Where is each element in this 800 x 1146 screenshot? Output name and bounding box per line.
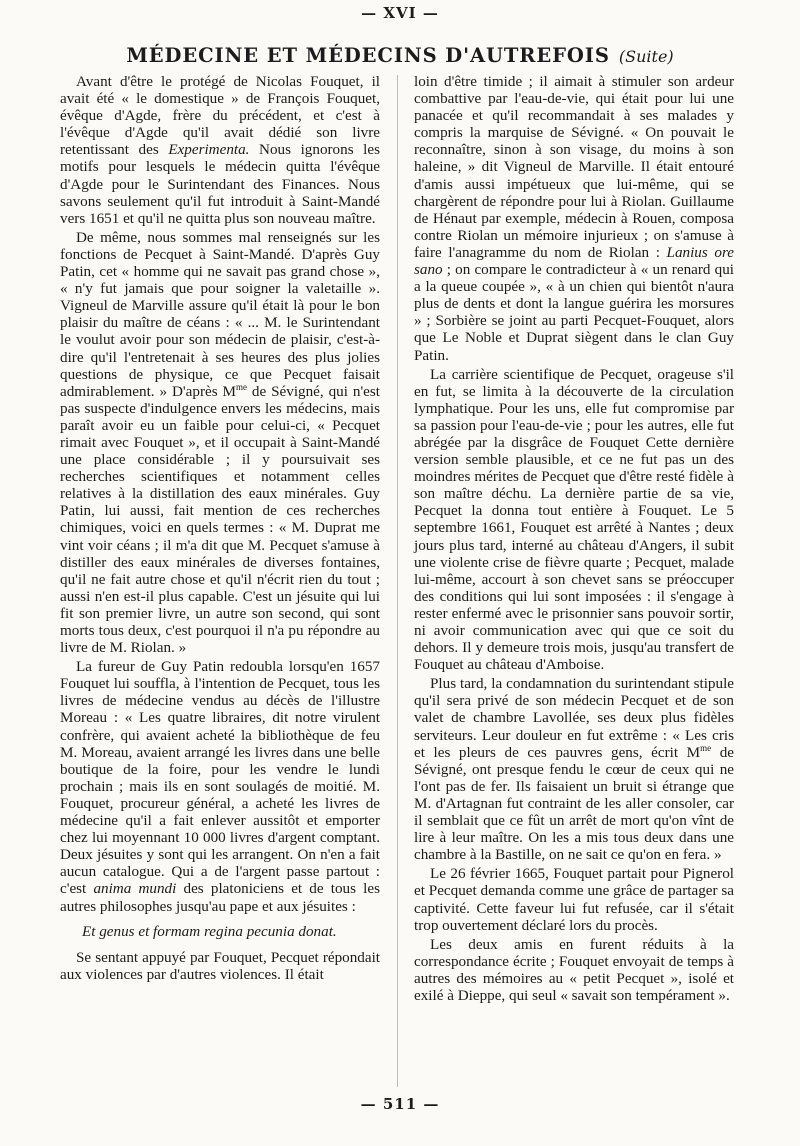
left-paragraph-1: Avant d'être le protégé de Nicolas Fouquet, il avait été « le domestique » de François Fouquet, évêque d'Agde, frère du précédent, et c'est à l'évêque d'Agde qu'il avait dédié son livre retentissant des Experimenta. Nous ignorons les motifs pour lesquels le médecin quitta l'évêque d'Agde pour le Surintendant des Finances. Nous savons seulement qu'il fut introduit à Saint-Mandé vers 1651 et qu'il ne quitta plus son nouveau maître. [60, 73, 380, 227]
roman-page-number: — XVI — [361, 4, 439, 22]
page-number: — 511 — [360, 1095, 440, 1113]
left-paragraph-4: Se sentant appuyé par Fouquet, Pecquet répondait aux violences par d'autres violences. Il était [60, 948, 380, 983]
anagram: Lanius ore sano [414, 243, 734, 279]
experimenta-title: Experimenta. [168, 141, 250, 159]
column-divider [397, 75, 398, 1087]
article-title [0, 44, 800, 67]
latin-quote: Et genus et formam regina pecunia donat. [82, 922, 337, 940]
right-paragraph-2: La carrière scientifique de Pecquet, orageuse s'il en fut, se limita à la découverte de la circulation lymphatique. Pour les uns, elle fut compromise par sa passion pour l'eau-de-vie ; pour les autres, elle fut abrégée par la disgrâce de Fouquet Cette dernière version semble plausible, et ce ne fut pas un des moindres mérites de Pecquet que d'être resté fidèle à son maître déchu. La dernière partie de sa vie, Pecquet la donna tout entière à Fouquet. Le 5 septembre 1661, Fouquet est arrêté à Nantes ; deux jours plus tard, interné au château d'Angers, il subit une violente crise de fièvre quarte ; Pecquet, malade lui-même, accourt à son chevet sans se préoccuper des conditions qui lui sont imposées : il s'engage à rester enfermé avec le prisonnier sans pouvoir sortir, ni avoir communication avec qui que ce soit du dehors. Il y demeure trois mois, jusqu'au transfert de Fouquet au château d'Amboise. [414, 365, 734, 674]
left-column [60, 73, 380, 985]
right-paragraph-3: Plus tard, la condamnation du surintendant stipule qu'il sera privé de son médecin Pecquet et de son valet de chambre Lavollée, ses deux plus fidèles serviteurs. Leur douleur en fut extrême : « Les cris et les pleurs de ces pauvres gens, écrit $M^{me}$ de Sévigné, ont presque fendu le cœur de ceux qui ne l'ont pas de fer. Ils faisaient un bruit si étrange que M. d'Artagnan fut contraint de les aller consoler, car il semblait que ce fût un arrêt de mort qu'on vînt de lire à leur maître. On les a mis tous deux dans une chambre à la Bastille, on ne sait ce qu'on en fera. » [414, 675, 734, 864]
right-paragraph-1: loin d'être timide ; il aimait à stimuler son ardeur combattive par l'eau-de-vie, qui était pour lui une panacée et qu'il recommandait à ses malades y compris la marquise de Sévigné. « On pouvait le reconnaître, sinon à son visage, du moins à son haleine, » dit Vigneul de Marville. Il était entouré d'amis aussi impétueux que lui-même, qui se chargèrent de répondre pour lui à Riolan. Guillaume de Hénaut par exemple, médecin à Rouen, composa contre Riolan un mémoire injurieux ; on s'amuse à faire l'anagramme du nom de Riolan : Lanius ore sano ; on compare le contradicteur à « un renard qui a la queue coupée », « à un chien qui bientôt n'aura plus de dents et dont la langue guérira les morsures » ; Sorbière se joint au parti Pecquet-Fouquet, alors que Le Noble et Duprat siègent dans le clan Guy Patin. [414, 73, 734, 364]
anima-mundi: anima mundi [93, 880, 177, 898]
right-paragraph-5: Les deux amis en furent réduits à la correspondance écrite ; Fouquet envoyait de temps à autres des mémoires au « petit Pecquet », isolé et exilé à Dieppe, qui seul « savait son tempérament ». [414, 935, 734, 1004]
article-title-suite: (Suite) [618, 47, 674, 66]
right-column [414, 73, 734, 1006]
article-title-main: MÉDECINE ET MÉDECINS D'AUTREFOIS [126, 44, 610, 67]
right-paragraph-4: Le 26 février 1665, Fouquet partait pour Pignerol et Pecquet demanda comme une grâce de partager sa captivité. Cette faveur lui fut refusée, car il s'était trop ouvertement déclaré lors du procès. [414, 865, 734, 934]
left-paragraph-3: La fureur de Guy Patin redoubla lorsqu'en 1657 Fouquet lui souffla, à l'intention de Pecquet, tous les livres de médecine vendus au décès de l'illustre Moreau : « Les quatre libraires, dit notre virulent confrère, qui avaient acheté la bibliothèque de feu M. Moreau, avaient arrangé les livres dans une belle boutique de la foire, pour les vendre le lundi prochain ; mais ils en sont soulagés de moitié. M. Fouquet, procureur général, a acheté les livres de médecine qu'il a fait enlever aussitôt et emporter chez lui moyennant 10 000 livres d'argent comptant. Deux jésuites y sont qui les arrangent. On n'en a fait aucun catalogue. Qui a de l'argent passe partout : c'est anima mundi des platoniciens et de tous les autres philosophes jusqu'au pape et aux jésuites : [60, 658, 380, 915]
left-paragraph-2: De même, nous sommes mal renseignés sur les fonctions de Pecquet à Saint-Mandé. D'après Guy Patin, cet « homme qui ne savait pas grand chose », « n'y fut jamais que pour soigner la valetaille ». Vigneul de Marville assure qu'il était là pour le bon plaisir du maître de céans : « ... M. le Surintendant le voulut avoir pour son médecin de plaisir, c'est-à-dire qu'il l'entretenait à ses heures des plus jolies questions de physique, ce que Pecquet faisait admirablement. » D'après $M^{me}$ de Sévigné, qui n'est pas suspecte d'indulgence envers les médecins, mais paraît avoir eu un faible pour celui-ci, « Pecquet rimait avec Fouquet », et il occupait à Saint-Mandé une place considérable ; il y poursuivait ses recherches scientifiques et notamment celles relatives à la distillation des eaux minérales. Guy Patin, lui aussi, fait mention de ces recherches chimiques, voici en quels termes : « M. Duprat me vint voir céans ; il m'a dit que M. Pecquet s'amuse à distiller des eaux minérales de diverses fontaines, qu'il ne fait autre chose et qu'il n'écrit rien du tout ; aussi n'en est-il plus capable. C'est un jésuite qui lui fit son premier livre, un autre son second, qui sont morts tous deux, c'est pourquoi il n'a pu répondre au livre de M. Riolan. » [60, 228, 380, 657]
